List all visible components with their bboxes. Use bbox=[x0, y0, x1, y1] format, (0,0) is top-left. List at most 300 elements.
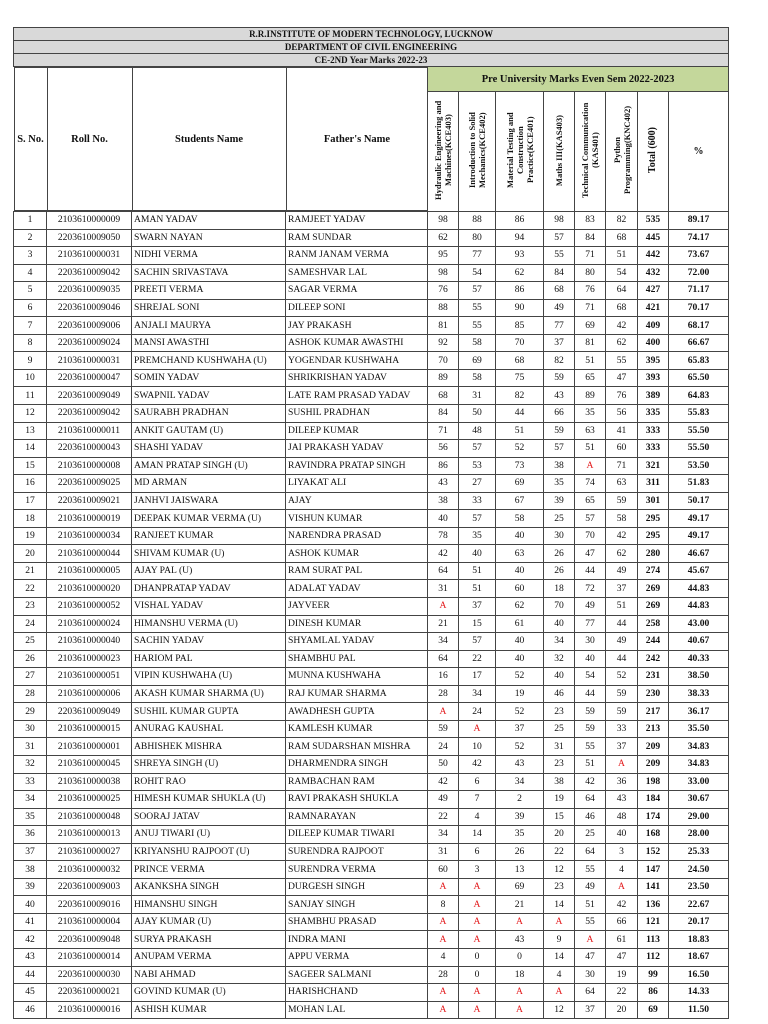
percentage: 11.50 bbox=[669, 1001, 729, 1019]
sno: 15 bbox=[14, 457, 47, 475]
kce402-marks: 51 bbox=[459, 580, 496, 598]
kce401-marks: 82 bbox=[496, 387, 544, 405]
father-name: SAGEER SALMANI bbox=[286, 966, 428, 984]
student-name: NABI AHMAD bbox=[132, 966, 286, 984]
kce403-marks: 92 bbox=[428, 334, 459, 352]
kas403-marks: 59 bbox=[544, 369, 575, 387]
percentage: 49.17 bbox=[669, 527, 729, 545]
table-row bbox=[14, 422, 729, 440]
kce402-marks: 57 bbox=[459, 282, 496, 300]
table-row bbox=[14, 352, 729, 370]
kas401-marks: 51 bbox=[575, 352, 606, 370]
student-name: ROHIT RAO bbox=[132, 773, 286, 791]
percentage: 16.50 bbox=[669, 966, 729, 984]
father-name: RANM JANAM VERMA bbox=[286, 247, 428, 265]
kce403-marks: 38 bbox=[428, 492, 459, 510]
table-row bbox=[14, 545, 729, 563]
kce403-marks: 98 bbox=[428, 212, 459, 230]
table-row bbox=[14, 492, 729, 510]
table-row bbox=[14, 948, 729, 966]
percentage: 64.83 bbox=[669, 387, 729, 405]
knc402-marks: 66 bbox=[606, 913, 638, 931]
kce401-marks: 40 bbox=[496, 633, 544, 651]
sno: 31 bbox=[14, 738, 47, 756]
table-row bbox=[14, 685, 729, 703]
kce402-marks: A bbox=[459, 913, 496, 931]
kce403-marks: A bbox=[428, 598, 459, 616]
student-name: ABHISHEK MISHRA bbox=[132, 738, 286, 756]
table-row bbox=[14, 440, 729, 458]
kce401-marks: 67 bbox=[496, 492, 544, 510]
total-marks: 335 bbox=[638, 405, 669, 423]
table-row bbox=[14, 405, 729, 423]
kce401-marks: 18 bbox=[496, 966, 544, 984]
total-marks: 184 bbox=[638, 791, 669, 809]
sno: 22 bbox=[14, 580, 47, 598]
roll-no: 2103610000051 bbox=[47, 668, 132, 686]
knc402-marks: 49 bbox=[606, 633, 638, 651]
percentage: 65.50 bbox=[669, 369, 729, 387]
student-rows bbox=[14, 212, 729, 1019]
kas401-marks: 77 bbox=[575, 615, 606, 633]
kas403-marks: A bbox=[544, 913, 575, 931]
kas401-marks: 59 bbox=[575, 703, 606, 721]
table-row bbox=[14, 966, 729, 984]
father-name: INDRA MANI bbox=[286, 931, 428, 949]
kas403-marks: 23 bbox=[544, 703, 575, 721]
kas403-marks: 59 bbox=[544, 422, 575, 440]
kas401-marks: 64 bbox=[575, 843, 606, 861]
kas401-marks: 49 bbox=[575, 878, 606, 896]
roll-no: 2103610000004 bbox=[47, 913, 132, 931]
kas403-marks: 26 bbox=[544, 545, 575, 563]
knc402-marks: 54 bbox=[606, 264, 638, 282]
percentage: 89.17 bbox=[669, 212, 729, 230]
kas403-marks: 25 bbox=[544, 720, 575, 738]
kce402-marks: 57 bbox=[459, 510, 496, 528]
sno: 10 bbox=[14, 369, 47, 387]
kas403-marks: 22 bbox=[544, 843, 575, 861]
table-row bbox=[14, 826, 729, 844]
total-marks: 112 bbox=[638, 948, 669, 966]
knc402-marks: 61 bbox=[606, 931, 638, 949]
kas403-marks: 38 bbox=[544, 457, 575, 475]
student-name: VIPIN KUSHWAHA (U) bbox=[132, 668, 286, 686]
table-row bbox=[14, 247, 729, 265]
kce403-marks: 60 bbox=[428, 861, 459, 879]
kce401-marks: 40 bbox=[496, 562, 544, 580]
kas403-marks: 43 bbox=[544, 387, 575, 405]
table-row bbox=[14, 510, 729, 528]
table-row bbox=[14, 580, 729, 598]
knc402-marks: 19 bbox=[606, 966, 638, 984]
total-marks: 321 bbox=[638, 457, 669, 475]
sno: 7 bbox=[14, 317, 47, 335]
header-total: Total (600) bbox=[638, 92, 669, 212]
kce403-marks: 59 bbox=[428, 720, 459, 738]
total-marks: 244 bbox=[638, 633, 669, 651]
student-name: ANJALI MAURYA bbox=[132, 317, 286, 335]
roll-no: 2203610009042 bbox=[47, 405, 132, 423]
total-marks: 333 bbox=[638, 422, 669, 440]
knc402-marks: 3 bbox=[606, 843, 638, 861]
father-name: AWADHESH GUPTA bbox=[286, 703, 428, 721]
kce403-marks: 4 bbox=[428, 948, 459, 966]
table-row bbox=[14, 633, 729, 651]
kas401-marks: 69 bbox=[575, 317, 606, 335]
father-name: SHYAMLAL YADAV bbox=[286, 633, 428, 651]
student-name: AKANKSHA SINGH bbox=[132, 878, 286, 896]
header-subject-6: Python Programming(KNC402) bbox=[606, 92, 638, 212]
kce402-marks: A bbox=[459, 931, 496, 949]
kas401-marks: 89 bbox=[575, 387, 606, 405]
percentage: 65.83 bbox=[669, 352, 729, 370]
father-name: SURENDRA RAJPOOT bbox=[286, 843, 428, 861]
student-name: AJAY KUMAR (U) bbox=[132, 913, 286, 931]
table-row bbox=[14, 650, 729, 668]
total-marks: 395 bbox=[638, 352, 669, 370]
total-marks: 209 bbox=[638, 755, 669, 773]
sno: 5 bbox=[14, 282, 47, 300]
kce402-marks: 50 bbox=[459, 405, 496, 423]
kas401-marks: 55 bbox=[575, 738, 606, 756]
kas403-marks: 14 bbox=[544, 896, 575, 914]
kce401-marks: 35 bbox=[496, 826, 544, 844]
kce402-marks: 4 bbox=[459, 808, 496, 826]
kce401-marks: 61 bbox=[496, 615, 544, 633]
kce403-marks: 88 bbox=[428, 299, 459, 317]
kce402-marks: 6 bbox=[459, 843, 496, 861]
roll-no: 2103610000048 bbox=[47, 808, 132, 826]
kce401-marks: 39 bbox=[496, 808, 544, 826]
sno: 35 bbox=[14, 808, 47, 826]
kas401-marks: 74 bbox=[575, 475, 606, 493]
kce401-marks: 62 bbox=[496, 598, 544, 616]
table-row bbox=[14, 457, 729, 475]
kce403-marks: 56 bbox=[428, 440, 459, 458]
student-name: SACHIN SRIVASTAVA bbox=[132, 264, 286, 282]
father-name: SUSHIL PRADHAN bbox=[286, 405, 428, 423]
knc402-marks: 49 bbox=[606, 562, 638, 580]
father-name: DHARMENDRA SINGH bbox=[286, 755, 428, 773]
kas403-marks: 46 bbox=[544, 685, 575, 703]
father-name: MOHAN LAL bbox=[286, 1001, 428, 1019]
father-name: LIYAKAT ALI bbox=[286, 475, 428, 493]
kce403-marks: 21 bbox=[428, 615, 459, 633]
table-row bbox=[14, 861, 729, 879]
knc402-marks: 71 bbox=[606, 457, 638, 475]
roll-no: 2203610009006 bbox=[47, 317, 132, 335]
sno: 23 bbox=[14, 598, 47, 616]
kce403-marks: 43 bbox=[428, 475, 459, 493]
total-marks: 99 bbox=[638, 966, 669, 984]
father-name: SURENDRA VERMA bbox=[286, 861, 428, 879]
table-row bbox=[14, 773, 729, 791]
student-name: HIMANSHU VERMA (U) bbox=[132, 615, 286, 633]
roll-no: 2103610000034 bbox=[47, 527, 132, 545]
knc402-marks: 37 bbox=[606, 738, 638, 756]
kas401-marks: 65 bbox=[575, 369, 606, 387]
total-marks: 269 bbox=[638, 580, 669, 598]
kce402-marks: 58 bbox=[459, 334, 496, 352]
kce403-marks: 22 bbox=[428, 808, 459, 826]
table-row bbox=[14, 527, 729, 545]
total-marks: 427 bbox=[638, 282, 669, 300]
percentage: 43.00 bbox=[669, 615, 729, 633]
student-name: SUSHIL KUMAR GUPTA bbox=[132, 703, 286, 721]
kce402-marks: 6 bbox=[459, 773, 496, 791]
percentage: 68.17 bbox=[669, 317, 729, 335]
table-row bbox=[14, 896, 729, 914]
total-marks: 258 bbox=[638, 615, 669, 633]
table-row bbox=[14, 843, 729, 861]
total-marks: 217 bbox=[638, 703, 669, 721]
total-marks: 295 bbox=[638, 527, 669, 545]
kce402-marks: 88 bbox=[459, 212, 496, 230]
kce402-marks: 69 bbox=[459, 352, 496, 370]
total-marks: 69 bbox=[638, 1001, 669, 1019]
kce401-marks: 58 bbox=[496, 510, 544, 528]
kas403-marks: 12 bbox=[544, 1001, 575, 1019]
kas403-marks: 20 bbox=[544, 826, 575, 844]
kce403-marks: A bbox=[428, 984, 459, 1002]
kas403-marks: 38 bbox=[544, 773, 575, 791]
roll-no: 2203610009021 bbox=[47, 492, 132, 510]
table-row bbox=[14, 229, 729, 247]
father-name: ASHOK KUMAR AWASTHI bbox=[286, 334, 428, 352]
kas403-marks: 31 bbox=[544, 738, 575, 756]
sno: 12 bbox=[14, 405, 47, 423]
sno: 20 bbox=[14, 545, 47, 563]
kce403-marks: 70 bbox=[428, 352, 459, 370]
table-row bbox=[14, 808, 729, 826]
kas403-marks: 82 bbox=[544, 352, 575, 370]
percentage: 72.00 bbox=[669, 264, 729, 282]
percentage: 18.67 bbox=[669, 948, 729, 966]
knc402-marks: 76 bbox=[606, 387, 638, 405]
student-name: SOMIN YADAV bbox=[132, 369, 286, 387]
kce402-marks: A bbox=[459, 1001, 496, 1019]
father-name: APPU VERMA bbox=[286, 948, 428, 966]
roll-no: 2103610000044 bbox=[47, 545, 132, 563]
father-name: JAYVEER bbox=[286, 598, 428, 616]
sno: 21 bbox=[14, 562, 47, 580]
father-name: NARENDRA PRASAD bbox=[286, 527, 428, 545]
student-name: ANUPAM VERMA bbox=[132, 948, 286, 966]
kce402-marks: 10 bbox=[459, 738, 496, 756]
percentage: 66.67 bbox=[669, 334, 729, 352]
roll-no: 2103610000038 bbox=[47, 773, 132, 791]
knc402-marks: 47 bbox=[606, 369, 638, 387]
kas403-marks: 77 bbox=[544, 317, 575, 335]
percentage: 73.67 bbox=[669, 247, 729, 265]
kce403-marks: 76 bbox=[428, 282, 459, 300]
table-row bbox=[14, 475, 729, 493]
institute-title: R.R.INSTITUTE OF MODERN TECHNOLOGY, LUCKNOW bbox=[14, 28, 729, 41]
kas403-marks: 32 bbox=[544, 650, 575, 668]
kas401-marks: 54 bbox=[575, 668, 606, 686]
percentage: 34.83 bbox=[669, 755, 729, 773]
knc402-marks: 56 bbox=[606, 405, 638, 423]
sno: 3 bbox=[14, 247, 47, 265]
kas401-marks: 25 bbox=[575, 826, 606, 844]
kce401-marks: 62 bbox=[496, 264, 544, 282]
kas401-marks: 81 bbox=[575, 334, 606, 352]
kce402-marks: 35 bbox=[459, 527, 496, 545]
percentage: 36.17 bbox=[669, 703, 729, 721]
student-name: SHREYA SINGH (U) bbox=[132, 755, 286, 773]
kas403-marks: 70 bbox=[544, 598, 575, 616]
kce402-marks: 53 bbox=[459, 457, 496, 475]
kce402-marks: 54 bbox=[459, 264, 496, 282]
knc402-marks: 42 bbox=[606, 317, 638, 335]
roll-no: 2103610000009 bbox=[47, 212, 132, 230]
kas403-marks: 23 bbox=[544, 755, 575, 773]
kce402-marks: 33 bbox=[459, 492, 496, 510]
kas401-marks: 55 bbox=[575, 861, 606, 879]
student-name: HIMESH KUMAR SHUKLA (U) bbox=[132, 791, 286, 809]
marks-table bbox=[13, 27, 729, 1019]
father-name: LATE RAM PRASAD YADAV bbox=[286, 387, 428, 405]
kce402-marks: A bbox=[459, 720, 496, 738]
kas401-marks: 30 bbox=[575, 966, 606, 984]
father-name: AJAY bbox=[286, 492, 428, 510]
kce403-marks: 71 bbox=[428, 422, 459, 440]
kce403-marks: 98 bbox=[428, 264, 459, 282]
student-name: SHIVAM KUMAR (U) bbox=[132, 545, 286, 563]
kas403-marks: 98 bbox=[544, 212, 575, 230]
kce403-marks: 89 bbox=[428, 369, 459, 387]
roll-no: 2203610000030 bbox=[47, 966, 132, 984]
kas401-marks: 42 bbox=[575, 773, 606, 791]
header-subject-3: Material Testing and Construction Practice(KCE401) bbox=[496, 92, 544, 212]
table-row bbox=[14, 387, 729, 405]
kce403-marks: 81 bbox=[428, 317, 459, 335]
roll-no: 2203610009024 bbox=[47, 334, 132, 352]
percentage: 74.17 bbox=[669, 229, 729, 247]
kce402-marks: 34 bbox=[459, 685, 496, 703]
table-row bbox=[14, 984, 729, 1002]
total-marks: 432 bbox=[638, 264, 669, 282]
student-name: ANUJ TIWARI (U) bbox=[132, 826, 286, 844]
kas401-marks: 63 bbox=[575, 422, 606, 440]
roll-no: 2103610000031 bbox=[47, 247, 132, 265]
kas403-marks: 34 bbox=[544, 633, 575, 651]
table-row bbox=[14, 264, 729, 282]
student-name: SHREJAL SONI bbox=[132, 299, 286, 317]
roll-no: 2203610009049 bbox=[47, 703, 132, 721]
table-row bbox=[14, 299, 729, 317]
kce402-marks: 27 bbox=[459, 475, 496, 493]
kas403-marks: 55 bbox=[544, 247, 575, 265]
father-name: HARISHCHAND bbox=[286, 984, 428, 1002]
kce401-marks: 2 bbox=[496, 791, 544, 809]
header-subject-2: Introduction to Solid Mechanics(KCE402) bbox=[459, 92, 496, 212]
kce401-marks: 44 bbox=[496, 405, 544, 423]
kas403-marks: 26 bbox=[544, 562, 575, 580]
total-marks: 209 bbox=[638, 738, 669, 756]
father-name: SHRIKRISHAN YADAV bbox=[286, 369, 428, 387]
father-name: MUNNA KUSHWAHA bbox=[286, 668, 428, 686]
father-name: SANJAY SINGH bbox=[286, 896, 428, 914]
kas403-marks: 18 bbox=[544, 580, 575, 598]
kce403-marks: 8 bbox=[428, 896, 459, 914]
student-name: GOVIND KUMAR (U) bbox=[132, 984, 286, 1002]
student-name: AMAN PRATAP SINGH (U) bbox=[132, 457, 286, 475]
roll-no: 2203610000021 bbox=[47, 984, 132, 1002]
total-marks: 136 bbox=[638, 896, 669, 914]
knc402-marks: 59 bbox=[606, 703, 638, 721]
father-name: DINESH KUMAR bbox=[286, 615, 428, 633]
sno: 18 bbox=[14, 510, 47, 528]
header-sno: S. No. bbox=[14, 68, 47, 211]
kas403-marks: 40 bbox=[544, 668, 575, 686]
table-row bbox=[14, 282, 729, 300]
percentage: 23.50 bbox=[669, 878, 729, 896]
kce403-marks: 28 bbox=[428, 685, 459, 703]
kce403-marks: 34 bbox=[428, 633, 459, 651]
father-name: VISHUN KUMAR bbox=[286, 510, 428, 528]
father-name: RAM SURAT PAL bbox=[286, 562, 428, 580]
knc402-marks: 58 bbox=[606, 510, 638, 528]
table-row bbox=[14, 913, 729, 931]
sno: 46 bbox=[14, 1001, 47, 1019]
kce402-marks: 17 bbox=[459, 668, 496, 686]
knc402-marks: 51 bbox=[606, 598, 638, 616]
kce401-marks: 43 bbox=[496, 755, 544, 773]
kce403-marks: 84 bbox=[428, 405, 459, 423]
total-marks: 280 bbox=[638, 545, 669, 563]
percentage: 38.33 bbox=[669, 685, 729, 703]
kce403-marks: A bbox=[428, 1001, 459, 1019]
kas403-marks: 84 bbox=[544, 264, 575, 282]
kce402-marks: 55 bbox=[459, 299, 496, 317]
kce403-marks: 34 bbox=[428, 826, 459, 844]
total-marks: 400 bbox=[638, 334, 669, 352]
kas403-marks: 57 bbox=[544, 440, 575, 458]
kce402-marks: 37 bbox=[459, 598, 496, 616]
roll-no: 2103610000001 bbox=[47, 738, 132, 756]
kce403-marks: 68 bbox=[428, 387, 459, 405]
total-marks: 442 bbox=[638, 247, 669, 265]
kce402-marks: 57 bbox=[459, 633, 496, 651]
father-name: RAVINDRA PRATAP SINGH bbox=[286, 457, 428, 475]
total-marks: 535 bbox=[638, 212, 669, 230]
kas401-marks: 30 bbox=[575, 633, 606, 651]
table-row bbox=[14, 791, 729, 809]
roll-no: 2203610009046 bbox=[47, 299, 132, 317]
knc402-marks: 64 bbox=[606, 282, 638, 300]
knc402-marks: 44 bbox=[606, 615, 638, 633]
kce402-marks: 22 bbox=[459, 650, 496, 668]
roll-no: 2103610000015 bbox=[47, 720, 132, 738]
kce402-marks: 0 bbox=[459, 948, 496, 966]
student-name: PREETI VERMA bbox=[132, 282, 286, 300]
sno: 30 bbox=[14, 720, 47, 738]
header-name: Students Name bbox=[132, 68, 286, 211]
kce402-marks: 48 bbox=[459, 422, 496, 440]
kce402-marks: 51 bbox=[459, 562, 496, 580]
roll-no: 2103610000040 bbox=[47, 633, 132, 651]
father-name: SAGAR VERMA bbox=[286, 282, 428, 300]
table-row bbox=[14, 334, 729, 352]
kce403-marks: 64 bbox=[428, 650, 459, 668]
kas401-marks: 51 bbox=[575, 755, 606, 773]
kas403-marks: 66 bbox=[544, 405, 575, 423]
student-name: ANKIT GAUTAM (U) bbox=[132, 422, 286, 440]
kce402-marks: 7 bbox=[459, 791, 496, 809]
percentage: 55.50 bbox=[669, 440, 729, 458]
